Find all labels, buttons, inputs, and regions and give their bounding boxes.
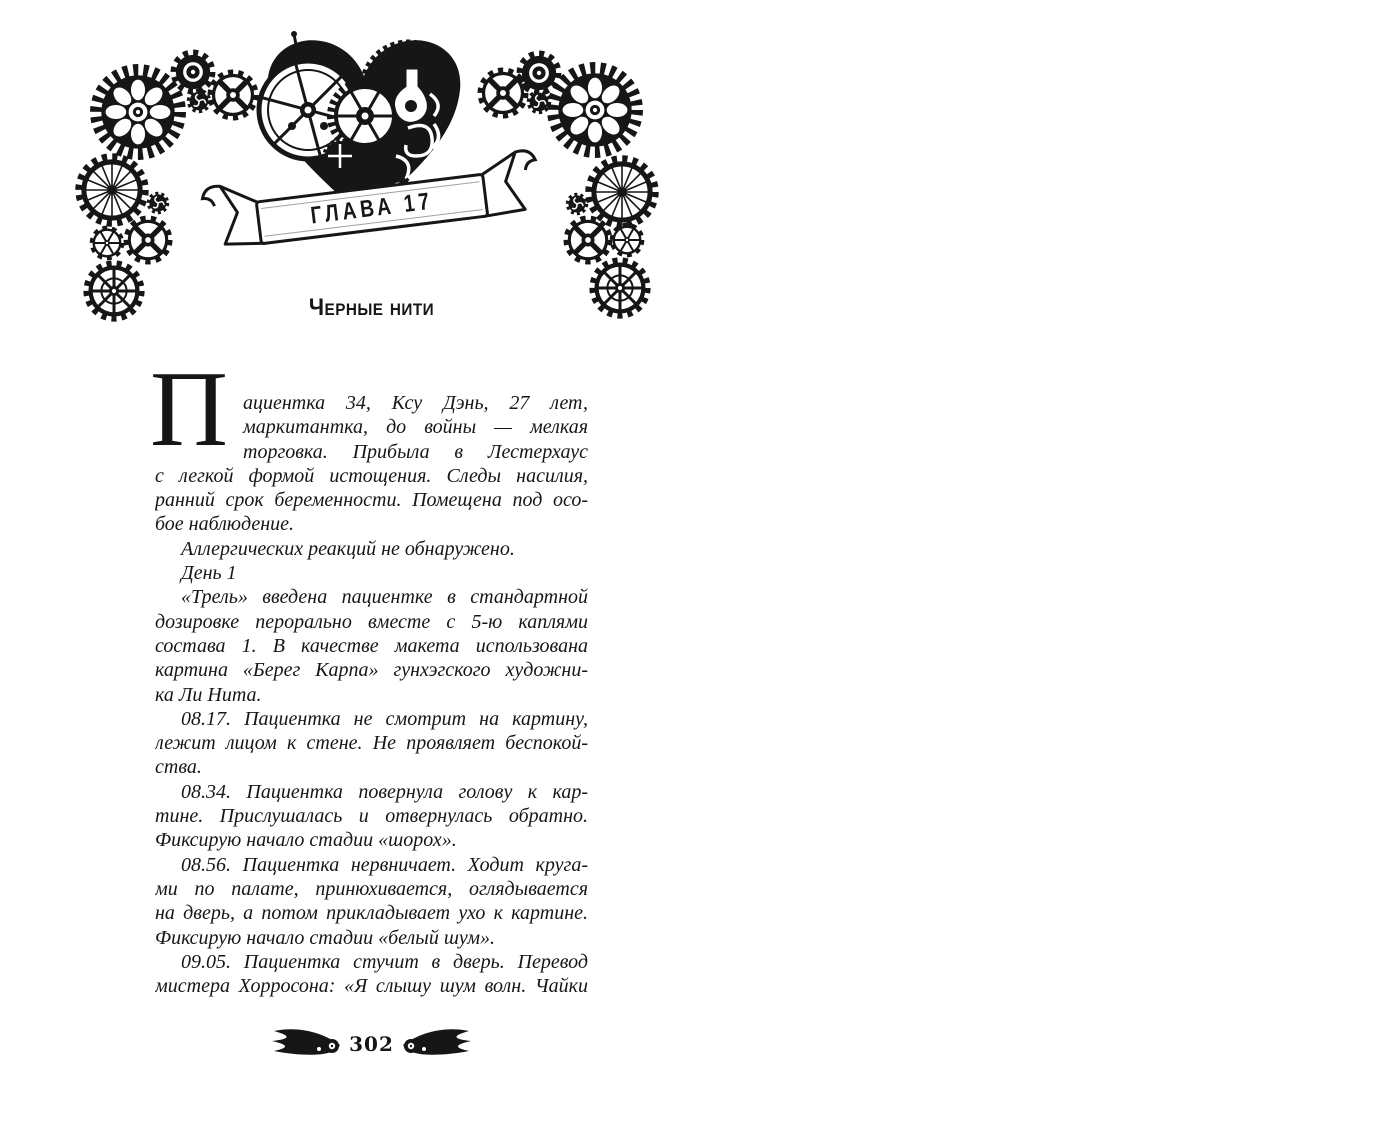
text-line: ранний срок беременности. Помещена под осо-	[155, 489, 588, 512]
text-line: тине. Прислушалась и отвернулась обратно.	[155, 805, 588, 828]
text-line: День 1	[181, 562, 237, 585]
text-line: ка Ли Нита.	[155, 683, 262, 706]
text-line: на дверь, а потом прикладывает ухо к картине.	[155, 902, 588, 925]
gear-icon	[567, 194, 586, 213]
gear-icon	[127, 219, 169, 261]
text-line: маркитантка, до войны — мелкая	[243, 416, 588, 439]
text-line: 08.34. Пациентка повернула голову к кар-	[181, 780, 588, 803]
gear-icon	[211, 73, 255, 117]
wing-left-icon	[270, 1028, 342, 1060]
gear-icon	[481, 71, 525, 115]
text-line: картина «Берег Карпа» гунхэгского художни-	[155, 659, 588, 682]
text-line: с легкой формой истощения. Следы насилия,	[155, 464, 588, 487]
chapter-title: Черные нити	[308, 294, 435, 321]
text-line: Аллергических реакций не обнаружено.	[181, 537, 515, 560]
text-line: дозировке перорально вместе с 5-ю каплями	[155, 610, 588, 633]
page-footer-left	[155, 1028, 588, 1060]
gear-icon	[554, 69, 636, 151]
gear-icon	[92, 228, 122, 258]
page-number: 302	[349, 1032, 394, 1056]
gear-icon	[612, 225, 642, 255]
text-line: состава 1. В качестве макета использована	[155, 634, 588, 657]
wing-right-icon	[401, 1028, 473, 1060]
dropcap-letter: П	[150, 350, 228, 469]
gear-cluster-left	[81, 53, 255, 317]
text-line: 08.56. Пациентка нервничает. Ходит круга-	[181, 853, 588, 876]
diary-text-left	[155, 391, 588, 998]
text-line: 09.05. Пациентка стучит в дверь. Перевод	[181, 950, 588, 973]
text-line: ства.	[155, 756, 202, 779]
page-right	[697, 0, 1394, 1125]
text-line: ациентка 34, Ксу Дэнь, 27 лет,	[243, 392, 588, 414]
text-line: «Трель» введена пациентке в стандартной	[181, 586, 588, 609]
text-line: торговка. Прибыла в Лестерхаус	[243, 440, 588, 463]
gear-icon	[88, 265, 140, 317]
text-line: мистера Хорросона: «Я слышу шум волн. Чайки	[155, 975, 588, 998]
gear-icon	[174, 53, 212, 91]
text-line: лежит лицом к стене. Не проявляет беспокой-	[155, 732, 588, 755]
gear-icon	[148, 193, 167, 212]
gear-icon	[567, 219, 609, 261]
gear-icon	[529, 92, 550, 113]
gear-icon	[594, 262, 646, 314]
text-line: бое наблюдение.	[155, 513, 295, 536]
text-line: Фиксирую начало стадии «шорох».	[155, 829, 457, 852]
gear-icon	[591, 161, 654, 224]
text-line: ми по палате, принюхивается, оглядывается	[155, 877, 588, 900]
chapter-banner: ГЛАВА 17	[309, 187, 435, 230]
gear-icon	[97, 71, 179, 153]
gear-icon	[189, 91, 210, 112]
gear-icon	[81, 159, 144, 222]
text-line: 08.17. Пациентка не смотрит на картину,	[181, 707, 588, 730]
text-line: Фиксирую начало стадии «белый шум».	[155, 926, 496, 949]
